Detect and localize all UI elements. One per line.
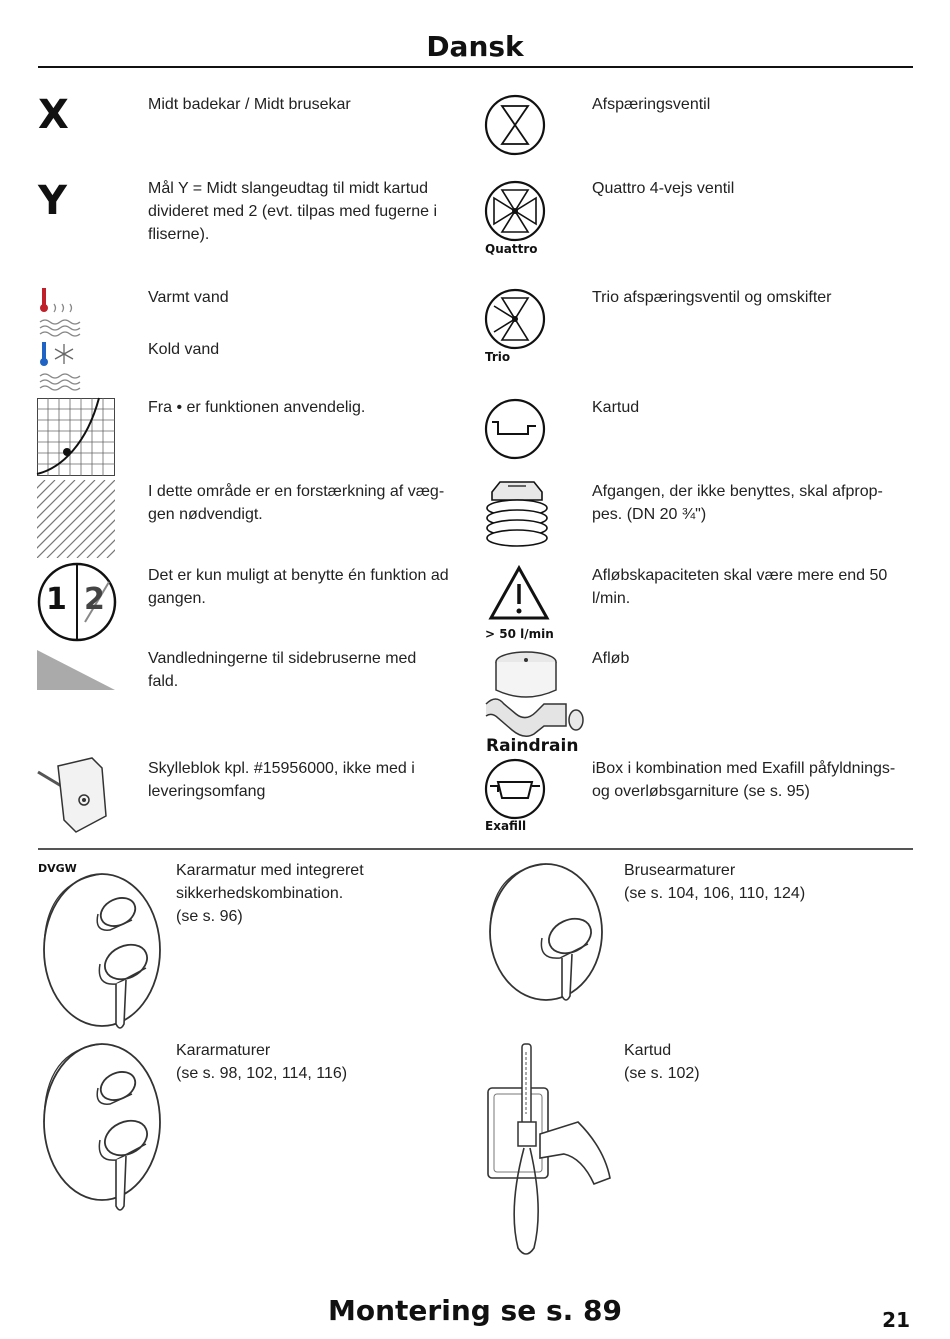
left-text-one-function: Det er kun muligt at benytte én funktion ad gangen.	[148, 567, 449, 607]
product-2-ref: (se s. 104, 106, 110, 124)	[624, 885, 806, 902]
trio-valve-icon	[484, 288, 546, 350]
page-number: 21	[882, 1308, 910, 1332]
right-text-trio: Trio afspæringsventil og omskifter	[592, 289, 832, 306]
right-text-spout: Kartud	[592, 399, 640, 416]
product-3-ref: (se s. 98, 102, 114, 116)	[176, 1065, 348, 1082]
left-text-side-showers: Vandledningerne til sidebruserne med fald.	[148, 650, 417, 690]
trio-label: Trio	[485, 350, 511, 364]
header-divider	[38, 66, 913, 68]
product-2-name: Brusearmaturer	[624, 862, 736, 879]
function-one-digit: 1	[46, 582, 67, 617]
right-text-plug: Afgangen, der ikke benyttes, skal afprop-pes. (DN 20 ¾")	[592, 483, 883, 523]
shutoff-valve-icon	[484, 94, 546, 156]
cold-water-icon	[36, 340, 86, 396]
flow-rate-label: > 50 l/min	[485, 627, 554, 641]
quattro-valve-icon	[484, 180, 546, 242]
slope-triangle-icon	[37, 650, 117, 692]
drain-icon	[482, 650, 586, 742]
exafill-icon	[484, 758, 546, 820]
function-two-digit: 2	[84, 582, 105, 617]
shower-mixer-image	[482, 860, 602, 1010]
dvgw-label: DVGW	[38, 862, 77, 875]
right-text-quattro: Quattro 4-vejs ventil	[592, 180, 735, 197]
spout-handshower-image	[478, 1038, 618, 1258]
bath-mixer-safety-image	[36, 872, 156, 1034]
plug-icon	[484, 478, 550, 554]
raindrain-label: Raindrain	[486, 736, 579, 756]
right-text-shutoff-valve: Afspæringsventil	[592, 96, 711, 113]
product-1-ref: (se s. 96)	[176, 908, 243, 925]
product-4-ref: (se s. 102)	[624, 1065, 700, 1082]
exafill-label: Exafill	[485, 819, 527, 833]
left-text-reinforcement: I dette område er en forstærkning af væg-gen nødvendigt.	[148, 483, 445, 523]
reinforcement-hatch-icon	[37, 480, 115, 558]
installation-reference: Montering se s. 89	[328, 1294, 622, 1327]
page-title: Dansk	[426, 30, 524, 63]
left-text-center: Midt badekar / Midt brusekar	[148, 96, 351, 113]
left-text-hot-water: Varmt vand	[148, 289, 229, 306]
x-symbol: X	[38, 92, 69, 138]
hot-water-icon	[36, 286, 86, 342]
y-symbol: Y	[38, 178, 67, 224]
left-text-function-range: Fra • er funktionen anvendelig.	[148, 399, 366, 416]
section-divider	[38, 848, 913, 850]
left-text-cold-water: Kold vand	[148, 341, 220, 358]
flush-block-icon	[36, 756, 116, 836]
warning-icon	[488, 564, 550, 622]
product-3-name: Kararmaturer	[176, 1042, 271, 1059]
product-4-name: Kartud	[624, 1042, 672, 1059]
right-text-ibox-exafill: iBox i kombination med Exafill påfyldnings- og overløbsgarniture (se s. 95)	[592, 760, 896, 800]
right-text-drain-capacity: Afløbskapaciteten skal være mere end 50 l/min.	[592, 567, 888, 607]
pressure-curve-icon	[37, 398, 115, 476]
product-1-name: Kararmatur med integreret sikkerhedskombination.	[176, 862, 364, 902]
spout-icon	[484, 398, 546, 460]
right-text-drain: Afløb	[592, 650, 630, 667]
left-text-measure-y: Mål Y = Midt slangeudtag til midt kartud divideret med 2 (evt. tilpas med fugerne i fliserne).	[148, 180, 438, 243]
left-text-flush-block: Skylleblok kpl. #15956000, ikke med i leveringsomfang	[148, 760, 415, 800]
quattro-label: Quattro	[485, 242, 538, 256]
bath-mixer-image	[36, 1040, 156, 1216]
